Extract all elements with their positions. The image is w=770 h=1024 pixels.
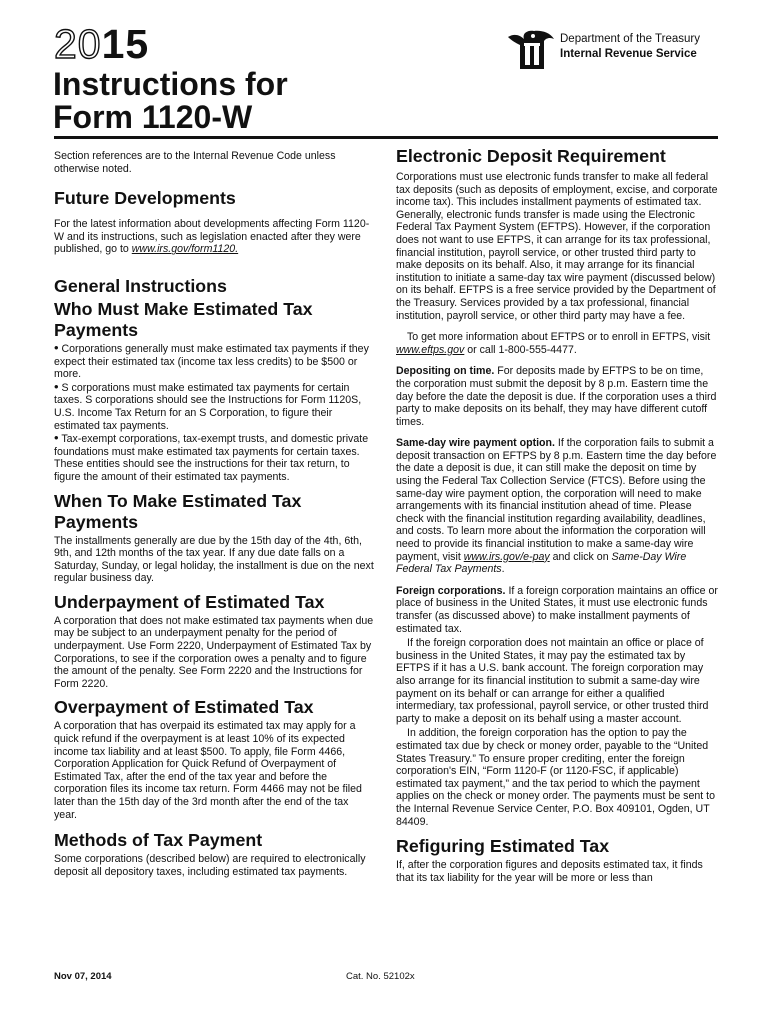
bullet-item: • S corporations must make estimated tax payments for certain taxes. S corporations should see the Instructions for Form 1120S, U.S. Income Tax Return for an S Corporation, to figure their estimated tax payments.: [54, 378, 362, 432]
bullet-dot-icon: •: [54, 339, 59, 355]
depositing-on-time-lead: Depositing on time.: [396, 365, 495, 378]
agency-service: Internal Revenue Service: [560, 48, 697, 60]
methods-heading: Methods of Tax Payment: [54, 830, 263, 851]
bullet-item: • Corporations generally must make estimated tax payments if they expect their estimated tax (income tax less credits) to be $500 or more.: [54, 339, 369, 381]
agency-block: [560, 32, 700, 62]
eftps-info-text: To get more information about EFTPS or to enroll in EFTPS, visit www.eftps.gov or call 1-800-555-4477.: [396, 331, 711, 356]
foreign-corporations-lead: Foreign corporations.: [396, 584, 506, 597]
left-column: [54, 146, 374, 878]
header-divider: [54, 136, 718, 139]
footer-date: Nov 07, 2014: [54, 971, 112, 982]
same-day-wire-text: Same-day wire payment option. If the corporation fails to submit a deposit transaction on EFTPS by 8 p.m. Eastern time the day before the date a deposit is due, it can still make the deposit on time by using the Federal Tax Collection Service (FTCS). Before using the same-day wire payment option, the corporation will need to make arrangements with its financial institution ahead of time. Please check with the financial institution regarding availability, deadlines, and costs. To learn more about the information the corporation will need to provide its financial institution to make a same-day wire payment, visit www.irs.gov/e-pay and click on Same-Day Wire Federal Tax Payments.: [396, 437, 717, 576]
refiguring-text: If, after the corporation figures and deposits estimated tax, it finds that its tax liability for the year will be more or less than: [396, 859, 703, 884]
who-must-heading: [54, 299, 374, 341]
general-instructions-heading: General Instructions: [54, 275, 227, 296]
underpayment-text: A corporation that does not make estimated tax payments when due may be subject to an underpayment penalty for the period of underpayment. Use Form 2220, Underpayment of Estimated Tax by Corporations, to see if the corporation owes a penalty and to figure the amount of the penalty. See Form 2220 and the Instructions for Form 2220.: [54, 614, 374, 690]
right-column: [396, 146, 718, 884]
intro-text: Section references are to the Internal Revenue Code unless otherwise noted.: [54, 150, 336, 175]
tax-year-outline: 20: [54, 21, 102, 67]
same-day-wire-lead: Same-day wire payment option.: [396, 437, 555, 450]
who-must-heading-line2: Payments: [54, 319, 139, 340]
bullet-dot-icon: •: [54, 378, 59, 394]
future-developments-text: [54, 218, 374, 256]
document-title-line2: Form 1120-W: [53, 99, 253, 135]
when-heading-line2: Payments: [54, 511, 139, 532]
foreign-corporations-text-2: If the foreign corporation does not maintain an office or place of business in the United States, it may pay the estimated tax by EFTPS if it has a U.S. bank account. The foreign corporation may also arrange for its financial institution to submit a same-day wire payment on its behalf or can arrange for either a qualified intermediary, tax professional, payroll service, or other trusted third party to make a deposit on its behalf using a master account.: [396, 637, 709, 725]
who-must-heading-line1: Who Must Make Estimated Tax: [54, 298, 313, 319]
tax-year: [54, 22, 149, 66]
agency-department: Department of the Treasury: [560, 33, 700, 45]
future-developments-heading: Future Developments: [54, 188, 236, 209]
overpayment-text: A corporation that has overpaid its estimated tax may apply for a quick refund if the overpayment is at least 10% of its expected income tax liability and at least $500. To apply, file Form 4466, Corporation Application for Quick Refund of Overpayment of Estimated Tax, after the end of the tax year and before the corporation files its income tax return. Form 4466 may not be filed later than the 15th day of the 3rd month after the end of the tax year.: [54, 720, 362, 821]
foreign-corporations-text: Foreign corporations. If a foreign corporation maintains an office or place of business in the United States, it must use electronic funds transfer (as discussed above) to make installment payments of estimated tax.: [396, 584, 718, 635]
refiguring-heading: Refiguring Estimated Tax: [396, 836, 610, 857]
overpayment-heading: Overpayment of Estimated Tax: [54, 697, 314, 718]
footer-catalog-number: Cat. No. 52102x: [346, 971, 415, 982]
when-heading-line1: When To Make Estimated Tax: [54, 490, 302, 511]
depositing-on-time-text: Depositing on time. For deposits made by EFTPS to be on time, the corporation must submit the deposit by 8 p.m. Eastern time the day before the date the deposit is due. If the corporation uses a third party to make deposits on its behalf, they may have different cutoff times.: [396, 365, 717, 428]
eftps-link[interactable]: www.eftps.gov: [396, 343, 465, 356]
when-text: The installments generally are due by the 15th day of the 4th, 6th, 9th, and 12th months of the tax year. If any due date falls on a Saturday, Sunday, or legal holiday, the installment is due on the next regular business day.: [54, 534, 374, 585]
e-pay-link[interactable]: www.irs.gov/e-pay: [463, 550, 550, 563]
form1120-link[interactable]: www.irs.gov/form1120.: [131, 243, 239, 256]
document-title-line1: Instructions for: [53, 66, 288, 102]
tax-year-solid: 15: [101, 21, 150, 67]
bullet-dot-icon: •: [54, 430, 59, 446]
electronic-deposit-text: Corporations must use electronic funds transfer to make all federal tax deposits (such as deposits of employment, excise, and corporate income tax). This includes installment payments of estimated tax. Generally, electronic funds transfer is made using the Electronic Federal Tax Payment System (EFTPS). However, if the corporation does not want to use EFTPS, it can arrange for its tax professional, financial institution, payroll service, or other trusted third party to make deposits on its behalf. Also, it may arrange for its financial institution to initiate a same-day tax wire payment (discussed below) on its behalf. EFTPS is a free service provided by the Department of the Treasury. Services provided by a tax professional, financial institution, payroll service, or other third party may have a fee.: [396, 171, 718, 322]
electronic-deposit-heading: Electronic Deposit Requirement: [396, 146, 666, 166]
future-text: For the latest information about developments affecting Form 1120-W and its instructions, such as legislation enacted after they were published, go to: [54, 218, 370, 256]
when-to-make-heading: [54, 491, 374, 533]
bullet-item: • Tax-exempt corporations, tax-exempt trusts, and domestic private foundations must make estimated tax payments for certain taxes. These entities should see the instructions for their tax return, to figure the amount of their estimated tax payments.: [54, 430, 369, 483]
methods-text: Some corporations (described below) are required to electronically deposit all depository taxes, including estimated tax payments.: [54, 853, 366, 878]
document-title: [53, 68, 288, 134]
foreign-corporations-text-3: In addition, the foreign corporation has the option to pay the estimated tax due by check or money order, payable to the “United States Treasury.” To ensure proper crediting, enter the foreign corporation's EIN, “Form 1120-F (or 1120-FSC, if applicable) estimated tax payment,” and the tax period to which the payment applies on the check or money order. The payments must be sent to the Internal Revenue Service Center, P.O. Box 409101, Ogden, UT 84409.: [396, 727, 715, 828]
irs-eagle-logo-icon: [506, 29, 556, 73]
underpayment-heading: Underpayment of Estimated Tax: [54, 591, 325, 612]
